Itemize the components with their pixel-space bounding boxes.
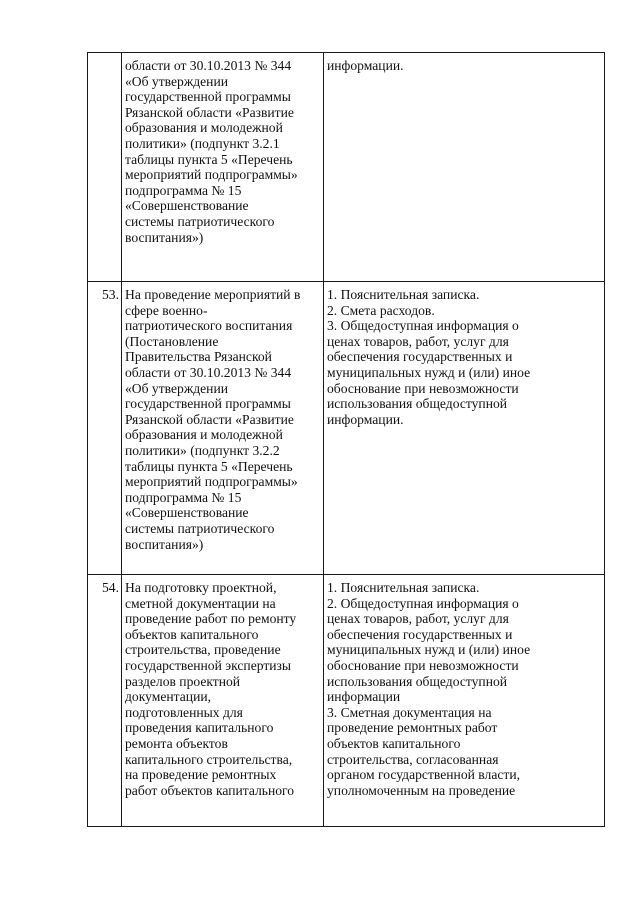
expense-description <box>122 575 324 827</box>
expense-description <box>122 282 324 575</box>
text-line: «Совершенствование <box>125 198 249 214</box>
text-line: сметной документации на <box>125 595 276 611</box>
text-line: использования общедоступной <box>327 396 508 412</box>
text-line: муниципальных нужд и (или) иное <box>327 642 531 658</box>
text-line: сфере военно- <box>125 302 208 318</box>
text-line: 2. Общедоступная информация о <box>327 595 519 611</box>
text-line: «Об утверждении <box>125 73 229 89</box>
text-line: 1. Пояснительная записка. <box>327 287 480 302</box>
text-line: муниципальных нужд и (или) иное <box>327 364 531 380</box>
text-line: государственной экспертизы <box>125 657 292 673</box>
text-line: государственной программы <box>125 396 291 412</box>
required-documents <box>324 282 605 575</box>
text-line: мероприятий подпрограммы» <box>125 474 298 490</box>
text-line: обоснование при невозможности <box>327 380 519 396</box>
text-line: политики» (подпункт 3.2.1 <box>125 135 280 151</box>
text-line: строительства, проведение <box>125 642 281 658</box>
text-line: Правительства Рязанской <box>125 349 272 365</box>
text-line: мероприятий подпрограммы» <box>125 167 298 183</box>
text-line: На проведение мероприятий в <box>125 287 301 302</box>
text-line: ценах товаров, работ, услуг для <box>327 333 509 349</box>
text-line: подготовленных для <box>125 704 243 720</box>
table-row <box>88 282 605 575</box>
text-line: капитального строительства, <box>125 751 293 767</box>
text-line: обеспечения государственных и <box>327 626 513 642</box>
text-line: 3. Общедоступная информация о <box>327 318 519 334</box>
table-row <box>88 575 605 827</box>
text-line: на проведение ремонтных <box>125 767 277 783</box>
text-line: уполномоченным на проведение <box>327 782 516 798</box>
text-line: На подготовку проектной, <box>125 580 277 595</box>
row-number: 54. <box>88 575 122 827</box>
text-line: документации, <box>125 689 212 705</box>
expense-description <box>122 53 324 282</box>
text-line: 3. Сметная документация на <box>327 704 492 720</box>
row-number <box>88 53 122 282</box>
text-line: работ объектов капитального <box>125 782 295 798</box>
text-line: воспитания») <box>125 536 204 552</box>
required-documents <box>324 53 605 282</box>
text-line: проведения капитального <box>125 720 274 736</box>
text-line: (Постановление <box>125 333 219 349</box>
required-documents <box>324 575 605 827</box>
text-line: обоснование при невозможности <box>327 657 519 673</box>
text-line: патриотического воспитания <box>125 318 293 334</box>
text-line: Рязанской области «Развитие <box>125 411 294 427</box>
text-line: таблицы пункта 5 «Перечень <box>125 458 293 474</box>
text-line: ремонта объектов <box>125 735 228 751</box>
text-line: области от 30.10.2013 № 344 <box>125 58 292 73</box>
text-line: образования и молодежной <box>125 120 283 136</box>
text-line: органом государственной власти, <box>327 767 521 783</box>
text-line: объектов капитального <box>125 626 259 642</box>
text-line: ценах товаров, работ, услуг для <box>327 611 509 627</box>
text-line: информации. <box>327 411 404 427</box>
text-line: подпрограмма № 15 <box>125 489 242 505</box>
text-line: обеспечения государственных и <box>327 349 513 365</box>
text-line: Рязанской области «Развитие <box>125 104 294 120</box>
text-line: информации <box>327 689 401 705</box>
text-line: системы патриотического <box>125 213 275 229</box>
text-line: системы патриотического <box>125 520 275 536</box>
text-line: разделов проектной <box>125 673 241 689</box>
text-line: таблицы пункта 5 «Перечень <box>125 151 293 167</box>
text-line: области от 30.10.2013 № 344 <box>125 364 292 380</box>
text-line: государственной программы <box>125 89 291 105</box>
text-line: образования и молодежной <box>125 427 283 443</box>
text-line: политики» (подпункт 3.2.2 <box>125 442 280 458</box>
text-line: использования общедоступной <box>327 673 508 689</box>
text-line: «Об утверждении <box>125 380 229 396</box>
text-line: информации. <box>327 58 404 73</box>
text-line: «Совершенствование <box>125 505 249 521</box>
text-line: проведение работ по ремонту <box>125 611 297 627</box>
row-number: 53. <box>88 282 122 575</box>
text-line: 2. Смета расходов. <box>327 302 435 318</box>
text-line: проведение ремонтных работ <box>327 720 498 736</box>
text-line: воспитания») <box>125 229 204 245</box>
table-row <box>88 53 605 282</box>
text-line: объектов капитального <box>327 735 461 751</box>
text-line: 1. Пояснительная записка. <box>327 580 480 595</box>
text-line: подпрограмма № 15 <box>125 182 242 198</box>
text-line: строительства, согласованная <box>327 751 499 767</box>
requirements-table <box>87 52 605 827</box>
